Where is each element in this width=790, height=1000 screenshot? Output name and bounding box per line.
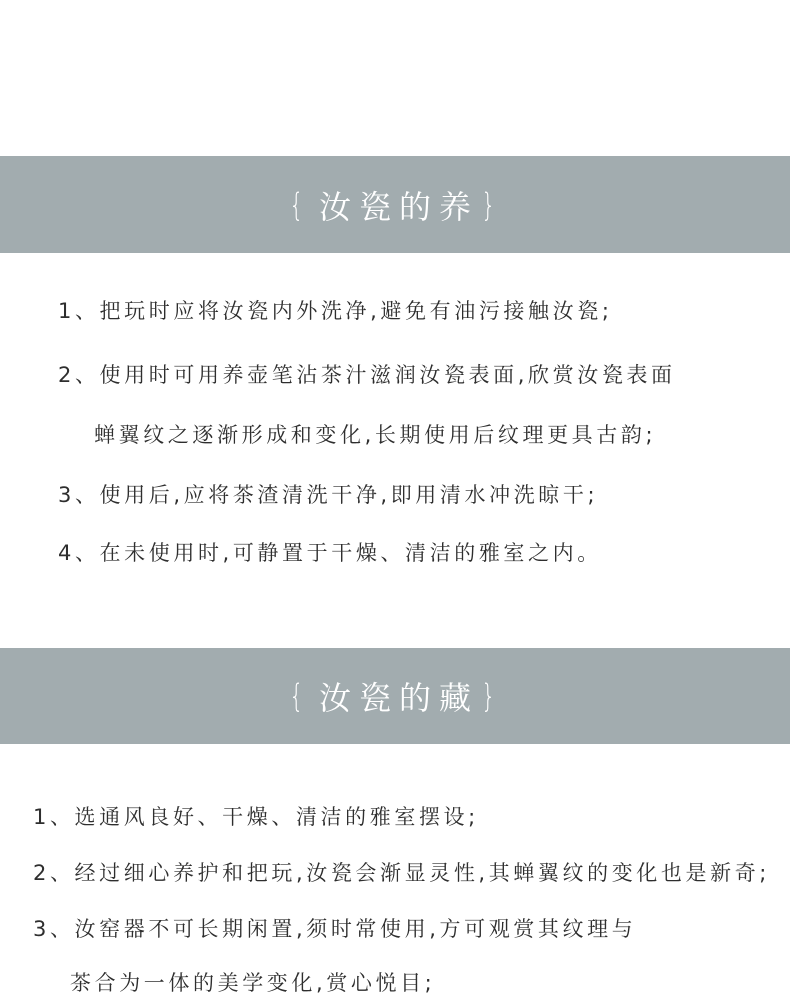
section-banner-storage (0, 648, 790, 744)
care-item-2-continued: 蝉翼纹之逐渐形成和变化,长期使用后纹理更具古韵; (94, 423, 657, 447)
brace-close: } (481, 185, 502, 224)
care-item-2: 2、使用时可用养壶笔沾茶汁滋润汝瓷表面,欣赏汝瓷表面 (58, 363, 676, 387)
storage-item-3: 3、汝窑器不可长期闲置,须时常使用,方可观赏其纹理与 (33, 917, 637, 941)
section-title-text: 汝瓷的养 (318, 187, 479, 226)
section-title-text: 汝瓷的藏 (318, 679, 479, 717)
section-banner-care (0, 156, 790, 253)
brace-open: { (288, 677, 309, 715)
section-title-storage (285, 673, 506, 719)
section-title-care (285, 182, 506, 228)
brace-open: { (288, 185, 309, 224)
storage-item-2: 2、经过细心养护和把玩,汝瓷会渐显灵性,其蝉翼纹的变化也是新奇; (33, 861, 770, 885)
brace-close: } (481, 677, 502, 715)
care-item-1: 1、把玩时应将汝瓷内外洗净,避免有油污接触汝瓷; (58, 299, 613, 323)
storage-item-3-continued: 茶合为一体的美学变化,赏心悦目; (70, 971, 436, 995)
care-item-3: 3、使用后,应将茶渣清洗干净,即用清水冲洗晾干; (58, 483, 599, 507)
storage-item-1: 1、选通风良好、干燥、清洁的雅室摆设; (33, 805, 479, 829)
care-item-4: 4、在未使用时,可静置于干燥、清洁的雅室之内。 (58, 541, 602, 565)
